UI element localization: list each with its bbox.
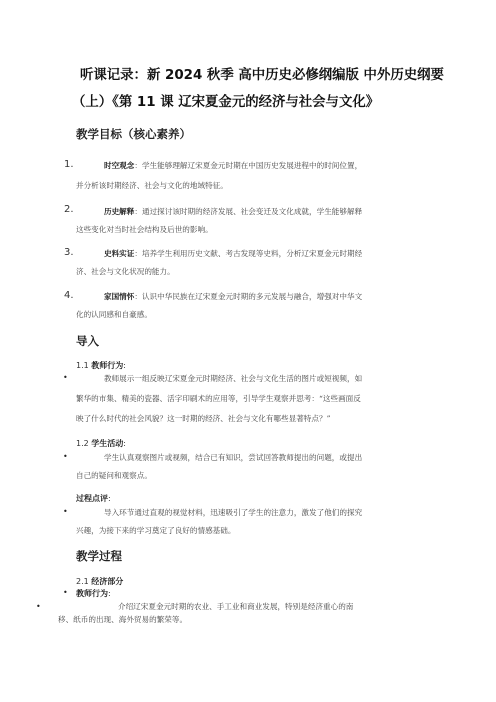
body-text-line: 兴趣，为接下来的学习奠定了良好的情感基础。 xyxy=(76,526,236,535)
body-text-line: 学生认真观察图片或视频，结合已有知识，尝试回答教师提出的问题，或提出 xyxy=(104,453,363,462)
body-text-line: 导入环节通过直观的视觉材料，迅速吸引了学生的注意力，激发了他们的探究 xyxy=(104,508,363,517)
review-heading: 过程点评: xyxy=(76,494,111,503)
objective-label: 历史解释 xyxy=(104,207,135,216)
teacher-action-heading: 教师行为: xyxy=(76,589,111,598)
bullet-marker: • xyxy=(63,452,68,461)
objective-number: 3. xyxy=(64,247,74,258)
body-text-line: 介绍辽宋夏金元时期的农业、手工业和商业发展，特别是经济重心的南 xyxy=(118,602,354,611)
objective-line: 济、社会与文化状况的能力。 xyxy=(76,267,175,276)
body-text-line: 映了什么时代的社会风貌？这一时期的经济、社会与文化有哪些显著特点？” xyxy=(76,414,331,423)
document-title-line2: （上）《第 11 课 辽宋夏金元的经济与社会与文化》 xyxy=(72,95,380,110)
objective-label: 家国情怀 xyxy=(104,292,135,301)
document-title-line1: 听课记录：新 2024 秋季 高中历史必修纲编版 中外历史纲要 xyxy=(80,68,444,83)
objective-number: 1. xyxy=(64,159,74,170)
objective-line: 历史解释：通过探讨该时期的经济发展、社会变迁及文化成就，学生能够解释 xyxy=(104,207,363,216)
bullet-marker: • xyxy=(63,507,68,516)
objective-number: 4. xyxy=(64,290,74,301)
subsection-heading: 1.1 教师行为: xyxy=(76,361,126,370)
objective-line: 并分析该时期经济、社会与文化的地域特征。 xyxy=(76,181,228,190)
body-text-line: 繁华的市集、精美的瓷器、活字印刷术的应用等，引导学生观察并思考：“这些画面反 xyxy=(76,394,361,403)
objectives-heading: 教学目标（核心素养） xyxy=(76,127,191,141)
bullet-marker: • xyxy=(63,373,68,382)
process-heading: 教学过程 xyxy=(76,549,122,563)
body-text-line: 自己的疑问和观察点。 xyxy=(76,471,152,480)
objective-line: 时空观念：学生能够理解辽宋夏金元时期在中国历史发展进程中的时间位置， xyxy=(104,161,363,170)
objective-number: 2. xyxy=(64,204,74,215)
objective-line: 史料实证：培养学生利用历史文献、考古发现等史料，分析辽宋夏金元时期经 xyxy=(104,249,363,258)
body-text-line: 移、纸币的出现、海外贸易的繁荣等。 xyxy=(58,615,188,624)
bullet-marker: • xyxy=(36,602,41,611)
subsection-heading: 1.2 学生活动: xyxy=(76,439,126,448)
objective-label: 时空观念 xyxy=(104,161,135,170)
objective-line: 化的认同感和自豪感。 xyxy=(76,310,152,319)
objective-line: 家国情怀：认识中华民族在辽宋夏金元时期的多元发展与融合，增强对中华文 xyxy=(104,292,363,301)
bullet-marker: • xyxy=(63,588,68,597)
intro-heading: 导入 xyxy=(76,334,99,348)
objective-line: 这些变化对当时社会结构及后世的影响。 xyxy=(76,225,213,234)
subsection-heading: 2.1 经济部分 xyxy=(76,577,124,586)
objective-label: 史料实证 xyxy=(104,249,135,258)
body-text-line: 教师展示一组反映辽宋夏金元时期经济、社会与文化生活的图片或短视频，如 xyxy=(104,374,363,383)
